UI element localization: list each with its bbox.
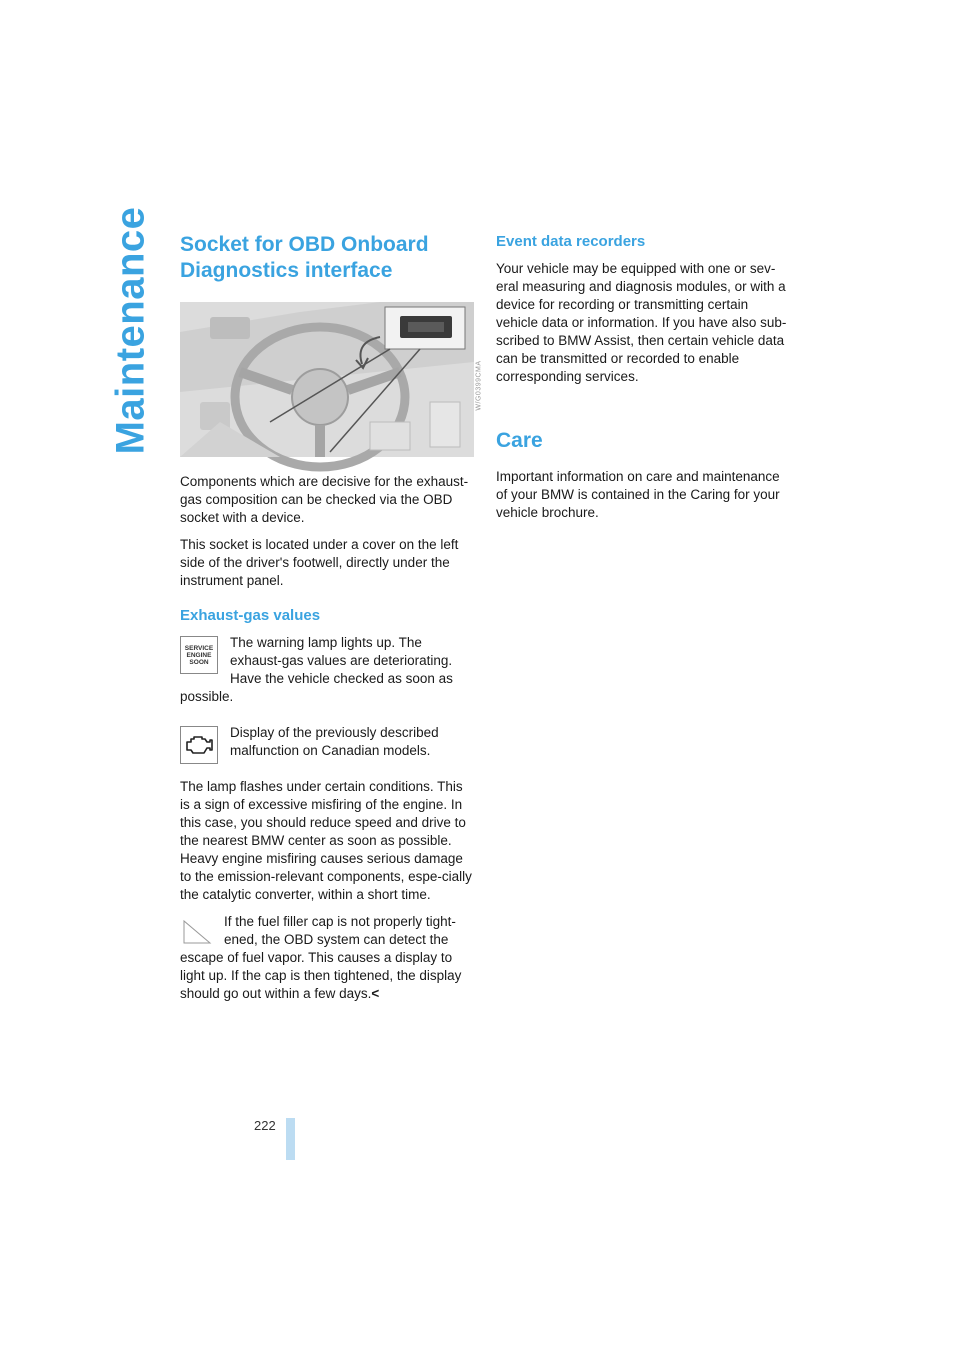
photo-code: W/G0399CMA: [475, 360, 483, 411]
obd-para-1: Components which are decisive for the exhaust-gas composition can be checked via the OBD socket with a device.: [180, 474, 469, 525]
fuel-cap-note-text: If the fuel filler cap is not properly tight-ened, the OBD system can detect the escape of fuel vapor. This causes a display to light up. If the cap is then tightened, the display should go out within a few days.: [180, 914, 462, 1001]
note-end-mark: <: [371, 986, 380, 1001]
check-engine-icon: [180, 726, 218, 764]
warning-lamp-text: The warning lamp lights up. The exhaust-gas values are deteriorating. Have the vehicle checked as soon as possible.: [180, 635, 453, 704]
obd-para-2: This socket is located under a cover on the left side of the driver's footwell, directly under the instrument panel.: [180, 537, 459, 588]
check-engine-block: [180, 724, 474, 769]
obd-heading: Socket for OBD Onboard Diagnostics interface: [180, 233, 429, 282]
service-icon-line2: ENGINE: [186, 651, 212, 659]
note-block: [180, 913, 474, 1012]
note-icon: [180, 915, 214, 945]
left-column: [180, 232, 483, 1021]
page-number: 222: [254, 1118, 276, 1133]
right-column: [496, 232, 788, 531]
event-data-text: Your vehicle may be equipped with one or sev-eral measuring and diagnosis modules, or with a device for recording or transmitting certain vehicle data or information. If you have also sub-scribed to BMW Assist, then certain vehicle data can be transmitted or recorded to enable corresponding services.: [496, 261, 787, 384]
exhaust-gas-heading: Exhaust-gas values: [180, 607, 321, 624]
service-engine-soon-icon: [180, 636, 218, 674]
canadian-models-text: Display of the previously described malfunction on Canadian models.: [230, 725, 439, 758]
engine-symbol: [184, 734, 214, 756]
care-text: Important information on care and maintenance of your BMW is contained in the Caring for your vehicle brochure.: [496, 469, 780, 520]
section-tab: [96, 206, 166, 454]
dashboard-illustration: [180, 302, 474, 457]
section-tab-label: Maintenance: [108, 206, 153, 454]
note-triangle-icon: [180, 915, 214, 945]
event-data-heading: Event data recorders: [496, 233, 646, 250]
page-number-bar: [286, 1118, 295, 1160]
lamp-flashes-text: The lamp flashes under certain conditions. This is a sign of excessive misfiring of the engine. In this case, you should reduce speed and drive to the nearest BMW center as soon as possible. Heavy engine misfiring causes serious damage to the emission-relevant components, espe-cially the catalytic converter, within a short time.: [180, 779, 472, 902]
obd-socket-photo: [180, 302, 483, 457]
care-heading: Care: [496, 429, 543, 452]
service-icon-line1: SERVICE: [184, 644, 214, 652]
service-engine-block: [180, 634, 474, 715]
service-icon-line3: SOON: [189, 658, 209, 666]
